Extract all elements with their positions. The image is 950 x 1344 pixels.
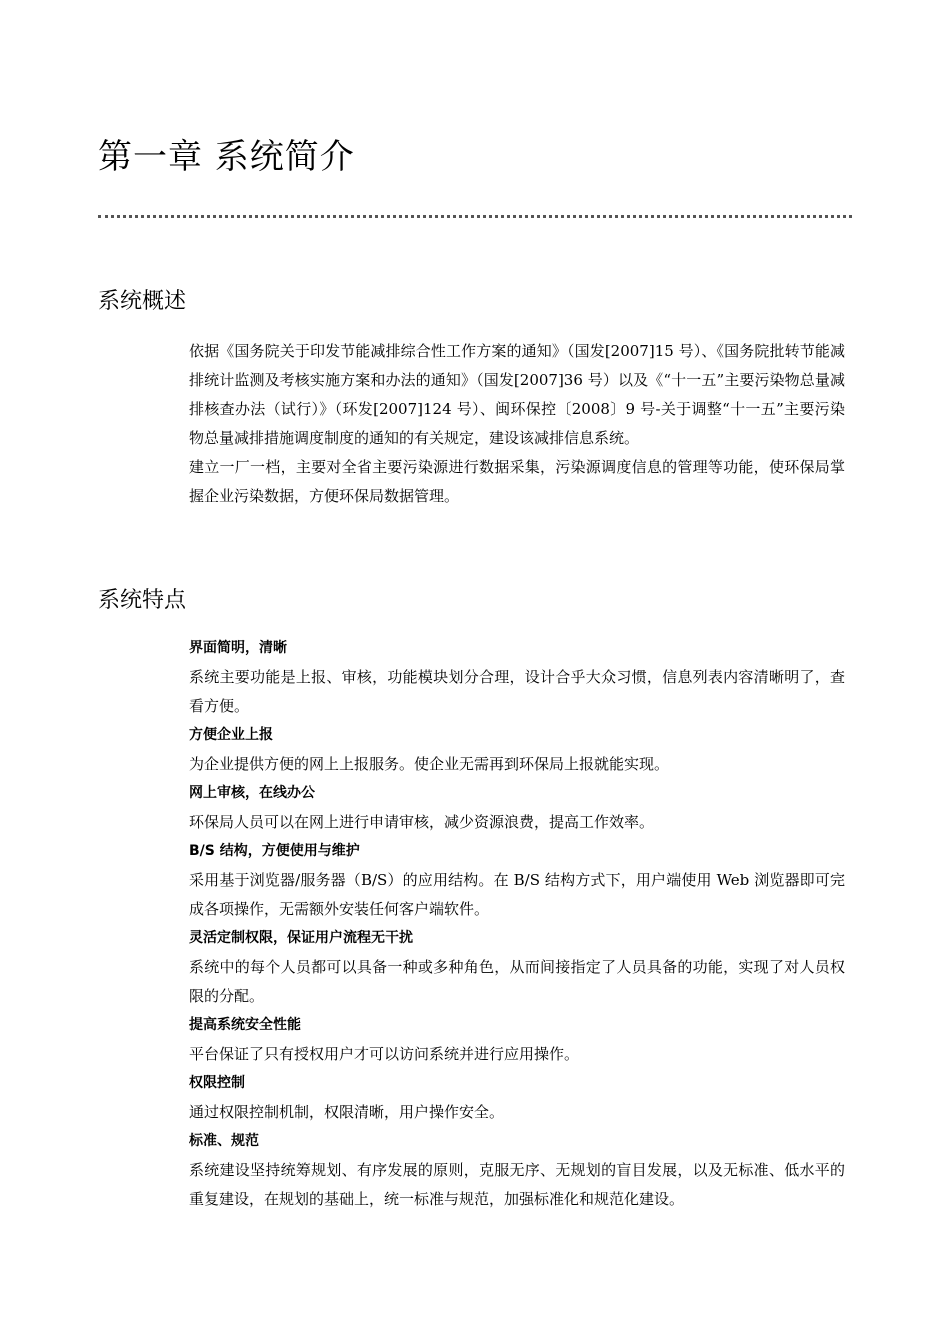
feature-description: 通过权限控制机制，权限清晰，用户操作安全。 <box>189 1103 505 1121</box>
chapter-title: 第一章 系统简介 <box>98 137 355 177</box>
section-heading-overview: 系统概述 <box>98 289 187 314</box>
feature-description: 系统主要功能是上报、审核，功能模块划分合理，设计合乎大众习惯，信息列表内容清晰明了，查看方便。 <box>189 668 845 715</box>
section-heading-features: 系统特点 <box>98 588 187 613</box>
feature-description: 采用基于浏览器/服务器（B/S）的应用结构。在 B/S 结构方式下，用户端使用 Web 浏览器即可完成各项操作，无需额外安装任何客户端软件。 <box>189 871 845 918</box>
features-body <box>189 634 845 1214</box>
feature-title: 灵活定制权限，保证用户流程无干扰 <box>189 930 413 946</box>
feature-title: 界面简明，清晰 <box>189 640 287 656</box>
feature-description: 系统中的每个人员都可以具备一种或多种角色，从而间接指定了人员具备的功能，实现了对人员权限的分配。 <box>189 958 845 1005</box>
feature-title: 标准、规范 <box>189 1133 259 1149</box>
feature-title: 提高系统安全性能 <box>189 1017 301 1033</box>
feature-description: 平台保证了只有授权用户才可以访问系统并进行应用操作。 <box>189 1045 580 1063</box>
feature-description: 系统建设坚持统筹规划、有序发展的原则，克服无序、无规划的盲目发展，以及无标准、低水平的重复建设，在规划的基础上，统一标准与规范，加强标准化和规范化建设。 <box>189 1161 845 1208</box>
feature-title: 权限控制 <box>189 1075 245 1091</box>
overview-body <box>189 337 845 511</box>
feature-title: 方便企业上报 <box>189 727 273 743</box>
chapter-divider <box>98 215 852 218</box>
feature-description: 环保局人员可以在网上进行申请审核，减少资源浪费，提高工作效率。 <box>189 813 655 831</box>
overview-paragraph: 建立一厂一档，主要对全省主要污染源进行数据采集，污染源调度信息的管理等功能，使环保局掌握企业污染数据，方便环保局数据管理。 <box>189 458 845 505</box>
feature-description: 为企业提供方便的网上上报服务。使企业无需再到环保局上报就能实现。 <box>189 755 670 773</box>
feature-title: B/S 结构，方便使用与维护 <box>189 843 360 859</box>
feature-title: 网上审核，在线办公 <box>189 785 315 801</box>
overview-paragraph: 依据《国务院关于印发节能减排综合性工作方案的通知》（国发[2007]15 号）、《国务院批转节能减排统计监测及考核实施方案和办法的通知》（国发[2007]36 号）以及《“十一五”主要污染物总量减排核查办法（试行）》（环发[2007]124 号）、闽环保控〔2008〕9 号-关于调整“十一五”主要污染物总量减排措施调度制度的通知的有关规定，建设该减排信息系统。 <box>189 342 845 447</box>
